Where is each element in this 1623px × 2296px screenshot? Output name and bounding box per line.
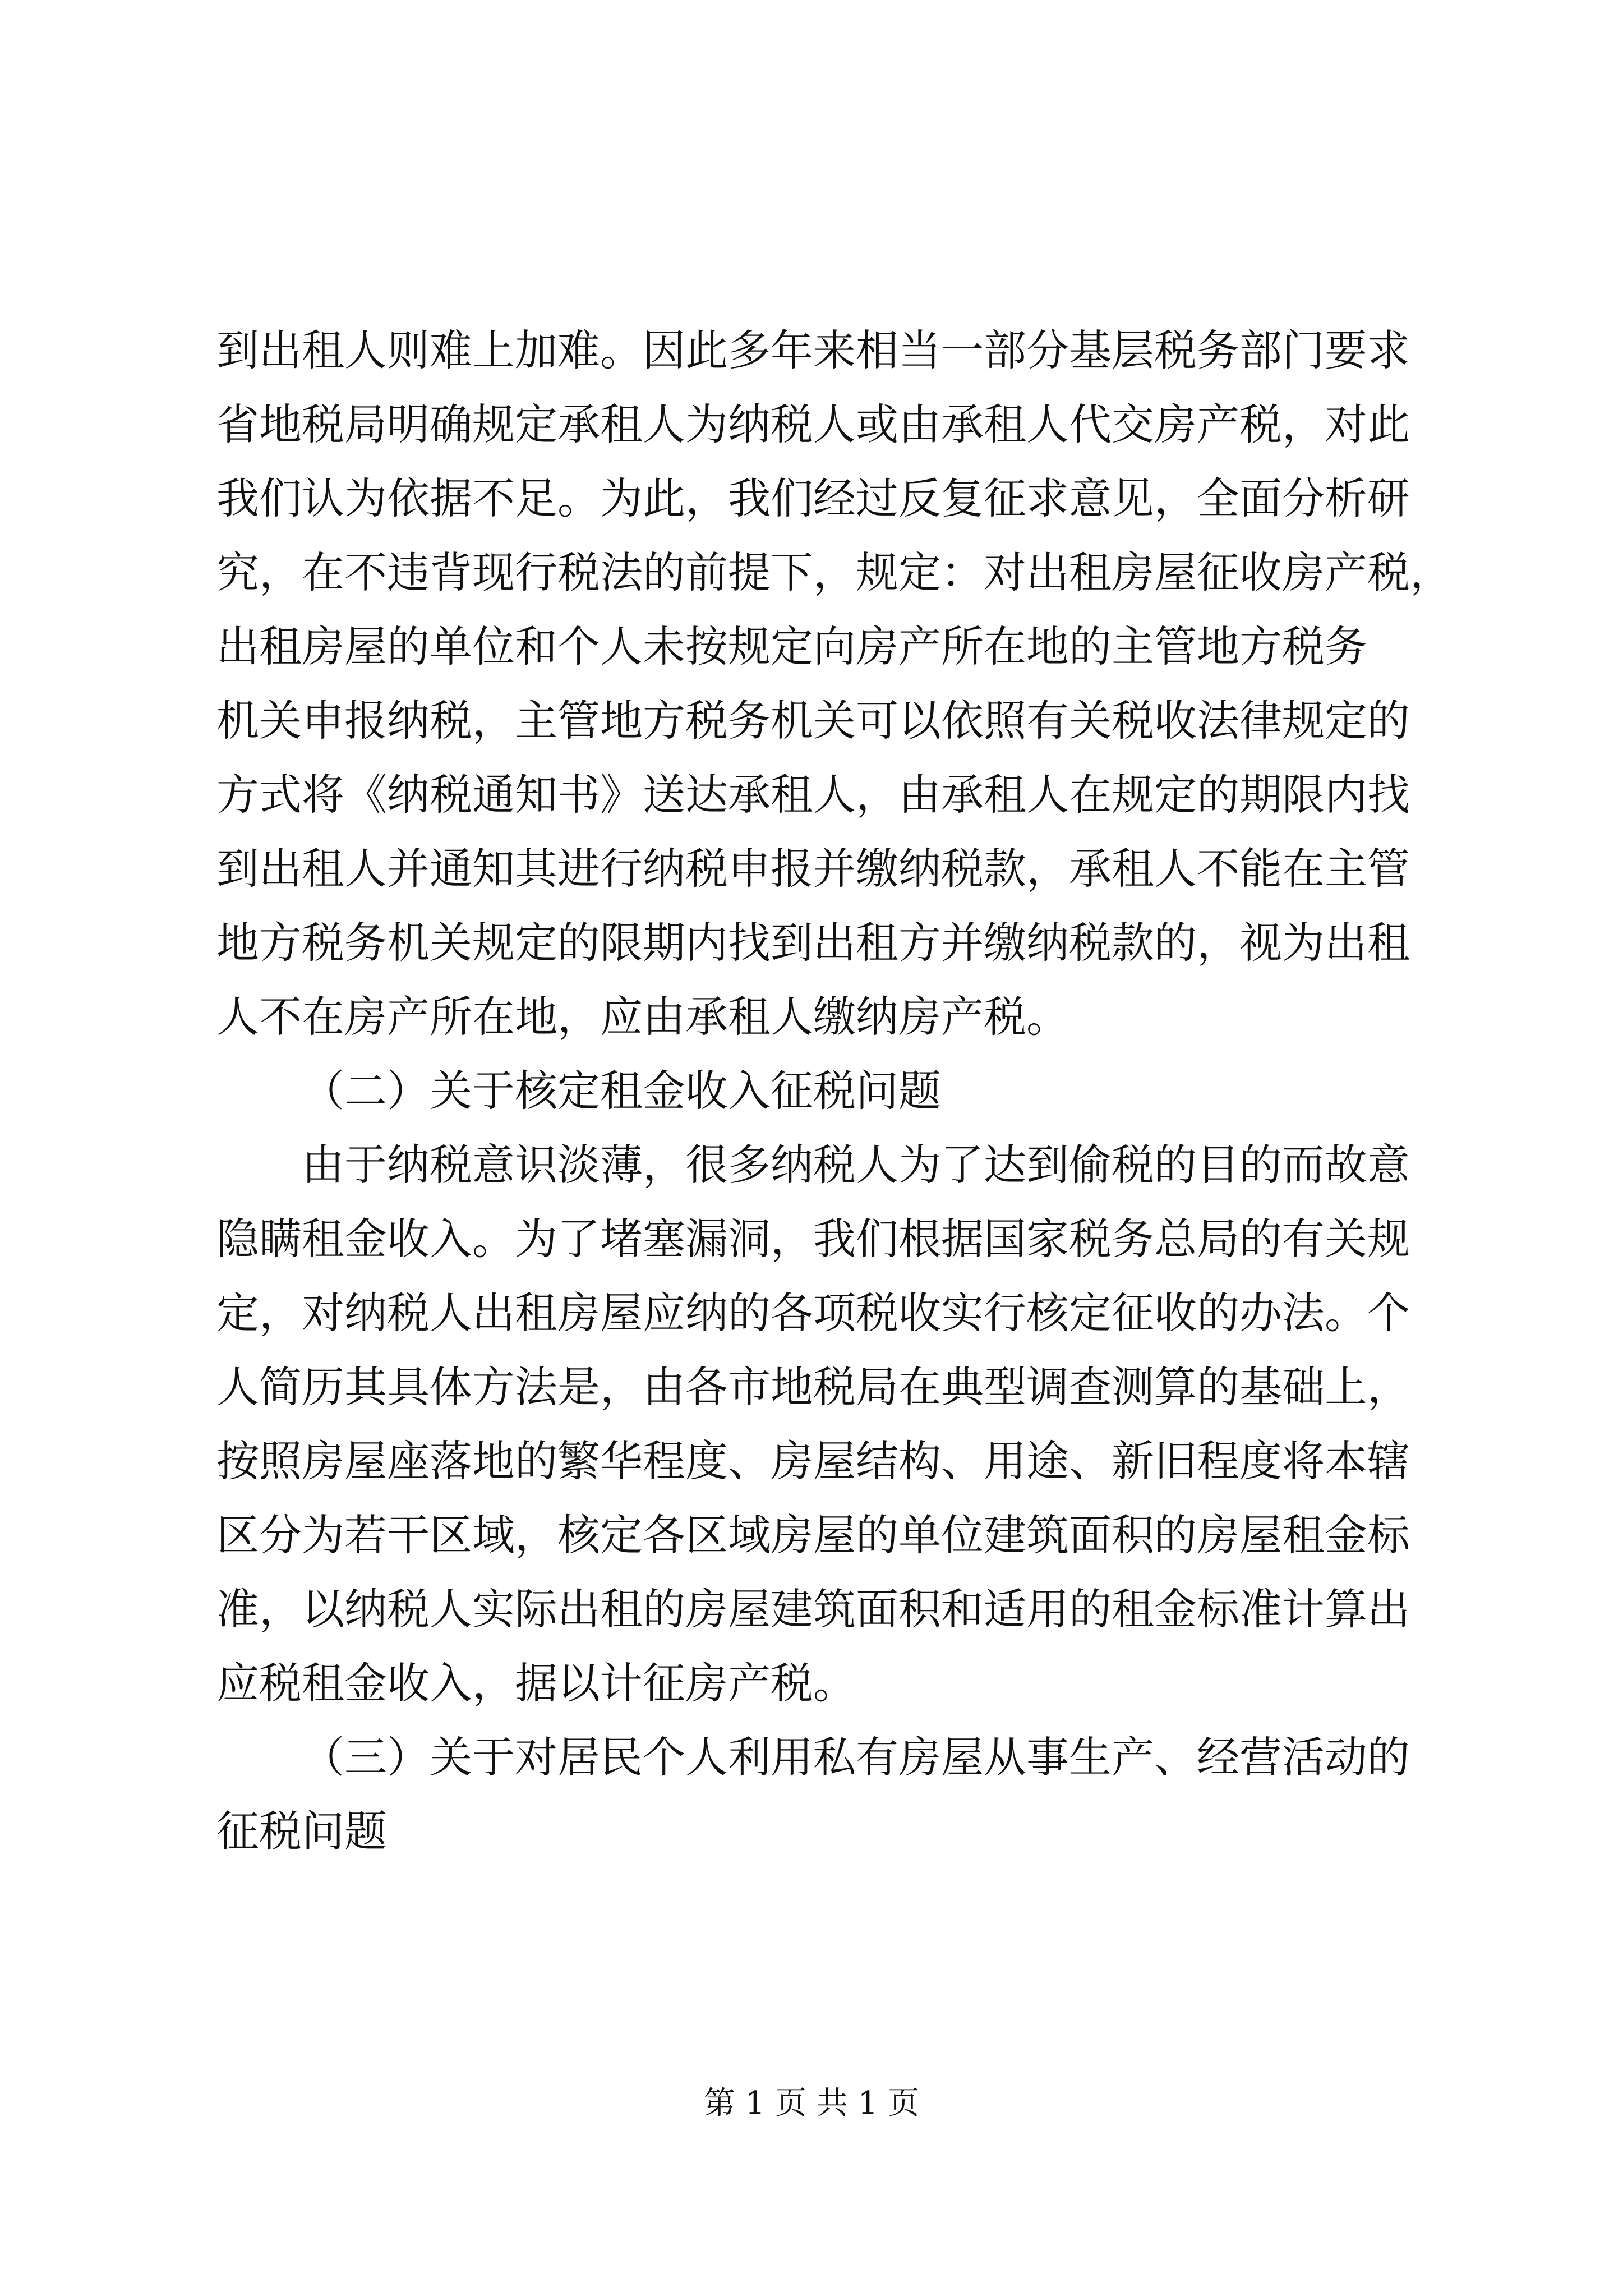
body-line: 人不在房产所在地，应由承租人缴纳房产税。	[216, 992, 1069, 1042]
body-line: 机关申报纳税，主管地方税务机关可以依照有关税收法律规定的	[216, 696, 1410, 746]
paragraph-first-line: 由于纳税意识淡薄，很多纳税人为了达到偷税的目的而故意	[302, 1140, 1410, 1190]
body-line: 隐瞒租金收入。为了堵塞漏洞，我们根据国家税务总局的有关规	[216, 1214, 1410, 1264]
body-line: 方式将《纳税通知书》送达承租人，由承租人在规定的期限内找	[216, 770, 1410, 820]
section-heading: （二）关于核定租金收入征税问题	[302, 1066, 941, 1116]
body-line: 定，对纳税人出租房屋应纳的各项税收实行核定征收的办法。个	[216, 1288, 1410, 1338]
body-line: 省地税局明确规定承租人为纳税人或由承租人代交房产税，对此	[216, 399, 1410, 449]
body-line: 准，以纳税人实际出租的房屋建筑面积和适用的租金标准计算出	[216, 1584, 1410, 1634]
body-line: 地方税务机关规定的限期内找到出租方并缴纳税款的，视为出租	[216, 918, 1410, 968]
body-line: 我们认为依据不足。为此，我们经过反复征求意见，全面分析研	[216, 473, 1410, 523]
body-line: 人简历其具体方法是，由各市地税局在典型调查测算的基础上，	[216, 1362, 1410, 1412]
section-heading-continuation: 征税问题	[216, 1806, 387, 1856]
body-line: 到出租人并通知其进行纳税申报并缴纳税款，承租人不能在主管	[216, 844, 1410, 894]
body-line: 出租房屋的单位和个人未按规定向房产所在地的主管地方税务	[216, 622, 1367, 671]
body-line: 到出租人则难上加难。因此多年来相当一部分基层税务部门要求	[216, 325, 1410, 375]
body-line: 区分为若干区域，核定各区域房屋的单位建筑面积的房屋租金标	[216, 1510, 1410, 1560]
body-line: 应税租金收入，据以计征房产税。	[216, 1658, 856, 1708]
section-heading: （三）关于对居民个人利用私有房屋从事生产、经营活动的	[302, 1732, 1410, 1782]
body-line: 究，在不违背现行税法的前提下，规定：对出租房屋征收房产税，	[216, 547, 1453, 597]
page-number-footer: 第 1 页 共 1 页	[703, 2085, 920, 2122]
body-line: 按照房屋座落地的繁华程度、房屋结构、用途、新旧程度将本辖	[216, 1436, 1410, 1486]
